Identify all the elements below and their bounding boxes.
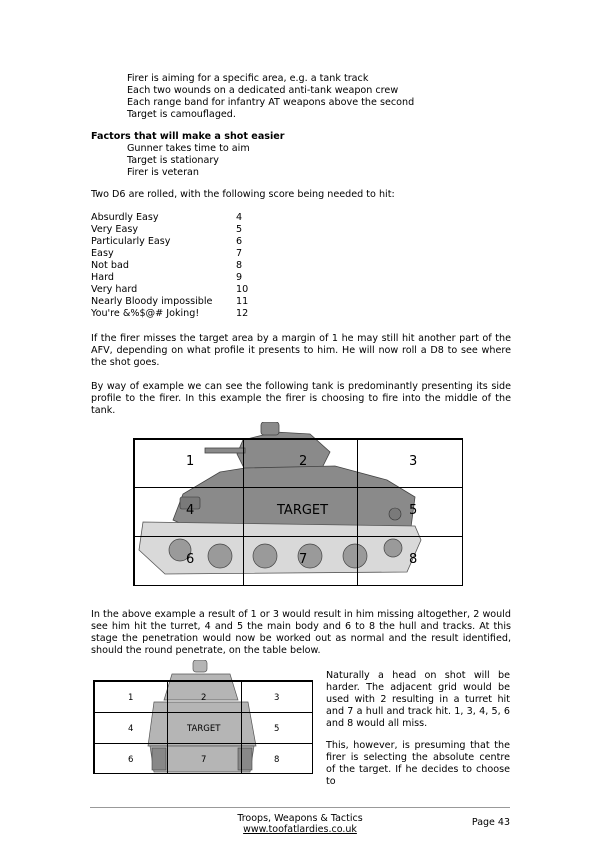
front-label-2: 2 [201,693,207,703]
side-label-4: 4 [186,503,195,518]
para-head-on: Naturally a head on shot will be harder. The adjacent grid would be used with 2 resulting in a turret hit and 7 a hull and track hit. 1, 3, 4, 5, 6 and 8 would all miss. [326,670,510,729]
score-label: Not bad [91,260,129,271]
front-label-4: 4 [128,724,134,734]
front-label-6: 6 [128,755,134,765]
front-label-8: 8 [274,755,280,765]
intro-line-4: Target is camouflaged. [127,109,236,120]
score-label: You're &%$@# Joking! [91,308,200,319]
front-label-1: 1 [128,693,134,703]
score-value: 4 [236,212,243,223]
score-label: Nearly Bloody impossible [91,296,213,307]
front-label-target: TARGET [187,724,221,734]
score-value: 9 [236,272,243,283]
front-label-5: 5 [274,724,280,734]
roll-intro: Two D6 are rolled, with the following score being needed to hit: [91,189,395,200]
side-tank-diagram [125,422,470,587]
score-value: 8 [236,260,243,271]
score-row [91,236,291,248]
score-label: Very hard [91,284,138,295]
score-value: 11 [236,296,249,307]
intro-line-1: Firer is aiming for a specific area, e.g. a tank track [127,73,369,84]
footer-url[interactable]: www.toofatlardies.co.uk [243,824,357,835]
score-value: 5 [236,224,243,235]
front-label-3: 3 [274,693,280,703]
side-label-6: 6 [186,552,195,567]
side-grid [133,438,463,586]
score-label: Particularly Easy [91,236,171,247]
score-row [91,260,291,272]
score-value: 7 [236,248,243,259]
score-value: 6 [236,236,243,247]
score-label: Absurdly Easy [91,212,159,223]
para-miss: If the firer misses the target area by a margin of 1 he may still hit another part of the AFV, depending on what profile it presents to him. He will now roll a D8 to see where the shot goes. [91,333,511,368]
easier-line-3: Firer is veteran [127,167,199,178]
front-grid [93,680,313,774]
side-label-3: 3 [409,454,418,469]
score-row [91,284,291,296]
score-value: 10 [236,284,249,295]
score-label: Easy [91,248,114,259]
intro-line-2: Each two wounds on a dedicated anti-tank weapon crew [127,85,399,96]
easier-heading: Factors that will make a shot easier [91,131,285,142]
score-row [91,308,291,320]
front-tank-diagram [90,660,315,775]
para-presuming: This, however, is presuming that the firer is selecting the absolute centre of the target. If he decides to choose to [326,740,510,787]
side-label-2: 2 [299,454,308,469]
easier-line-2: Target is stationary [127,155,219,166]
score-row [91,248,291,260]
score-value: 12 [236,308,249,319]
score-row [91,272,291,284]
score-label: Very Easy [91,224,139,235]
para-example: By way of example we can see the following tank is predominantly presenting its side profile to the firer. In this example the firer is choosing to fire into the middle of the tank. [91,381,511,416]
easier-line-1: Gunner takes time to aim [127,143,250,154]
footer [0,813,600,835]
score-row [91,212,291,224]
side-label-7: 7 [299,552,308,567]
side-label-8: 8 [409,552,418,567]
intro-line-3: Each range band for infantry AT weapons above the second [127,97,415,108]
side-label-1: 1 [186,454,195,469]
para-result: In the above example a result of 1 or 3 would result in him missing altogether, 2 would see him hit the turret, 4 and 5 the main body and 6 to 8 the hull and tracks. At this stage the penetration would now be worked out as normal and the result identified, should the round penetrate, on the table below. [91,609,511,656]
footer-title: Troops, Weapons & Tactics [237,813,363,824]
score-row [91,224,291,236]
side-label-5: 5 [409,503,418,518]
side-label-target: TARGET [277,503,329,518]
score-label: Hard [91,272,114,283]
front-label-7: 7 [201,755,207,765]
page-number: Page 43 [471,817,510,828]
footer-rule [90,807,510,808]
score-row [91,296,291,308]
